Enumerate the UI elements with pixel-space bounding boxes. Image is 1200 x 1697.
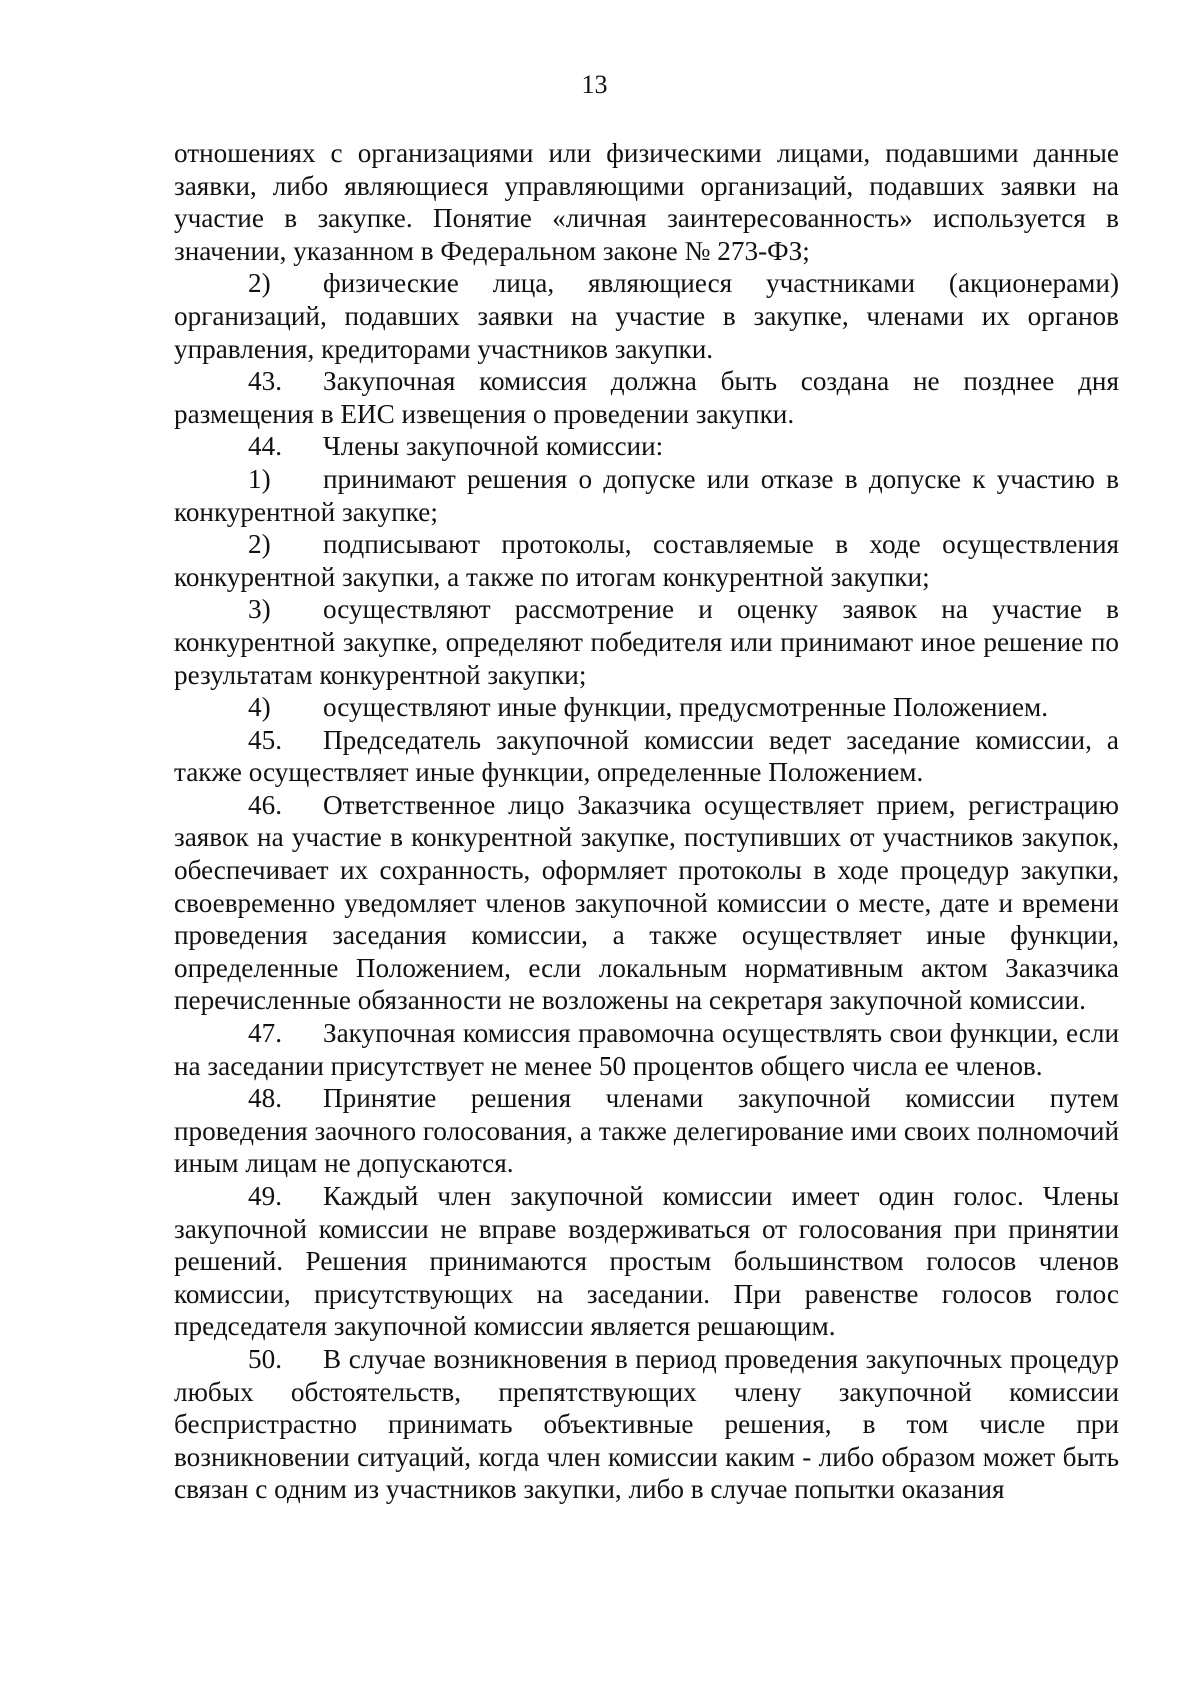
paragraph-text: Принятие решения членами закупочной комиссии путем проведения заочного голосования, а также делегирование ими своих полномочий иным лицам не допускаются. [174, 1083, 1119, 1179]
paragraph-text: Члены закупочной комиссии: [323, 431, 664, 462]
clause-45 [174, 724, 1119, 789]
list-item-4-other-functions [174, 691, 1119, 724]
clause-number: 46. [248, 789, 282, 820]
paragraph-text: Закупочная комиссия правомочна осуществлять свои функции, если на заседании присутствует не менее 50 процентов общего числа ее членов. [174, 1018, 1119, 1081]
clause-number: 45. [248, 724, 282, 755]
paragraph-text: Каждый член закупочной комиссии имеет один голос. Члены закупочной комиссии не вправе воздерживаться от голосования при принятии решений. Решения принимаются простым большинством голосов членов комиссии, присутствующих на заседании. При равенстве голосов голос председателя закупочной комиссии является решающим. [174, 1181, 1119, 1342]
item-number: 2) [248, 529, 271, 560]
clause-number: 47. [248, 1018, 282, 1049]
paragraph-text: Закупочная комиссия должна быть создана не позднее дня размещения в ЕИС извещения о проведении закупки. [174, 366, 1119, 429]
page-number: 13 [581, 70, 608, 99]
clause-49 [174, 1180, 1119, 1343]
clause-number: 48. [248, 1083, 282, 1114]
clause-43 [174, 365, 1119, 430]
item-number: 3) [248, 594, 271, 625]
paragraph-text: В случае возникновения в период проведения закупочных процедур любых обстоятельств, препятствующих члену закупочной комиссии беспристрастно принимать объективные решения, в том числе при возникновении ситуаций, когда член комиссии каким - либо образом может быть связан с одним из участников закупки, либо в случае попытки оказания [174, 1343, 1119, 1505]
list-item-2-protocols [174, 528, 1119, 593]
paragraph-text: подписывают протоколы, составляемые в ходе осуществления конкурентной закупки, а также по итогам конкурентной закупки; [174, 529, 1119, 592]
clause-50 [174, 1343, 1119, 1506]
list-item-1-decisions [174, 463, 1119, 528]
item-number: 2) [248, 268, 271, 299]
clause-number: 43. [248, 366, 282, 397]
item-number: 4) [248, 692, 271, 723]
paragraph-text: Ответственное лицо Заказчика осуществляет прием, регистрацию заявок на участие в конкурентной закупке, поступивших от участников закупок, обеспечивает их сохранность, оформляет протоколы в ходе процедур закупки, своевременно уведомляет членов закупочной комиссии о месте, дате и времени проведения заседания комиссии, а также осуществляет иные функции, определенные Положением, если локальным нормативным актом Заказчика перечисленные обязанности не возложены на секретаря закупочной комиссии. [174, 789, 1119, 1016]
list-item-3-evaluation [174, 593, 1119, 691]
paragraph-continuation [174, 137, 1119, 267]
list-item-2-individuals [174, 267, 1119, 365]
paragraph-text: Председатель закупочной комиссии ведет заседание комиссии, а также осуществляет иные функции, определенные Положением. [174, 724, 1119, 788]
document-body [174, 137, 1119, 1506]
paragraph-text: осуществляют иные функции, предусмотренные Положением. [323, 692, 1049, 723]
clause-number: 49. [248, 1181, 282, 1211]
item-number: 1) [248, 463, 271, 494]
paragraph-text: физические лица, являющиеся участниками (акционерами) организаций, подавших заявки на участие в закупке, членами их органов управления, кредиторами участников закупки. [174, 268, 1119, 364]
paragraph-text: принимают решения о допуске или отказе в допуске к участию в конкурентной закупке; [174, 463, 1119, 527]
clause-48 [174, 1082, 1119, 1180]
clause-number: 44. [248, 431, 282, 462]
clause-47 [174, 1017, 1119, 1082]
paragraph-text: осуществляют рассмотрение и оценку заявок на участие в конкурентной закупке, определяют победителя или принимают иное решение по результатам конкурентной закупки; [174, 594, 1119, 690]
clause-46 [174, 789, 1119, 1017]
paragraph-text: отношениях с организациями или физическими лицами, подавшими данные заявки, либо являющиеся управляющими организаций, подавших заявки на участие в закупке. Понятие «личная заинтересованность» используется в значении, указанном в Федеральном законе № 273-ФЗ; [174, 138, 1119, 266]
clause-44 [174, 430, 1119, 463]
clause-number: 50. [248, 1343, 282, 1374]
